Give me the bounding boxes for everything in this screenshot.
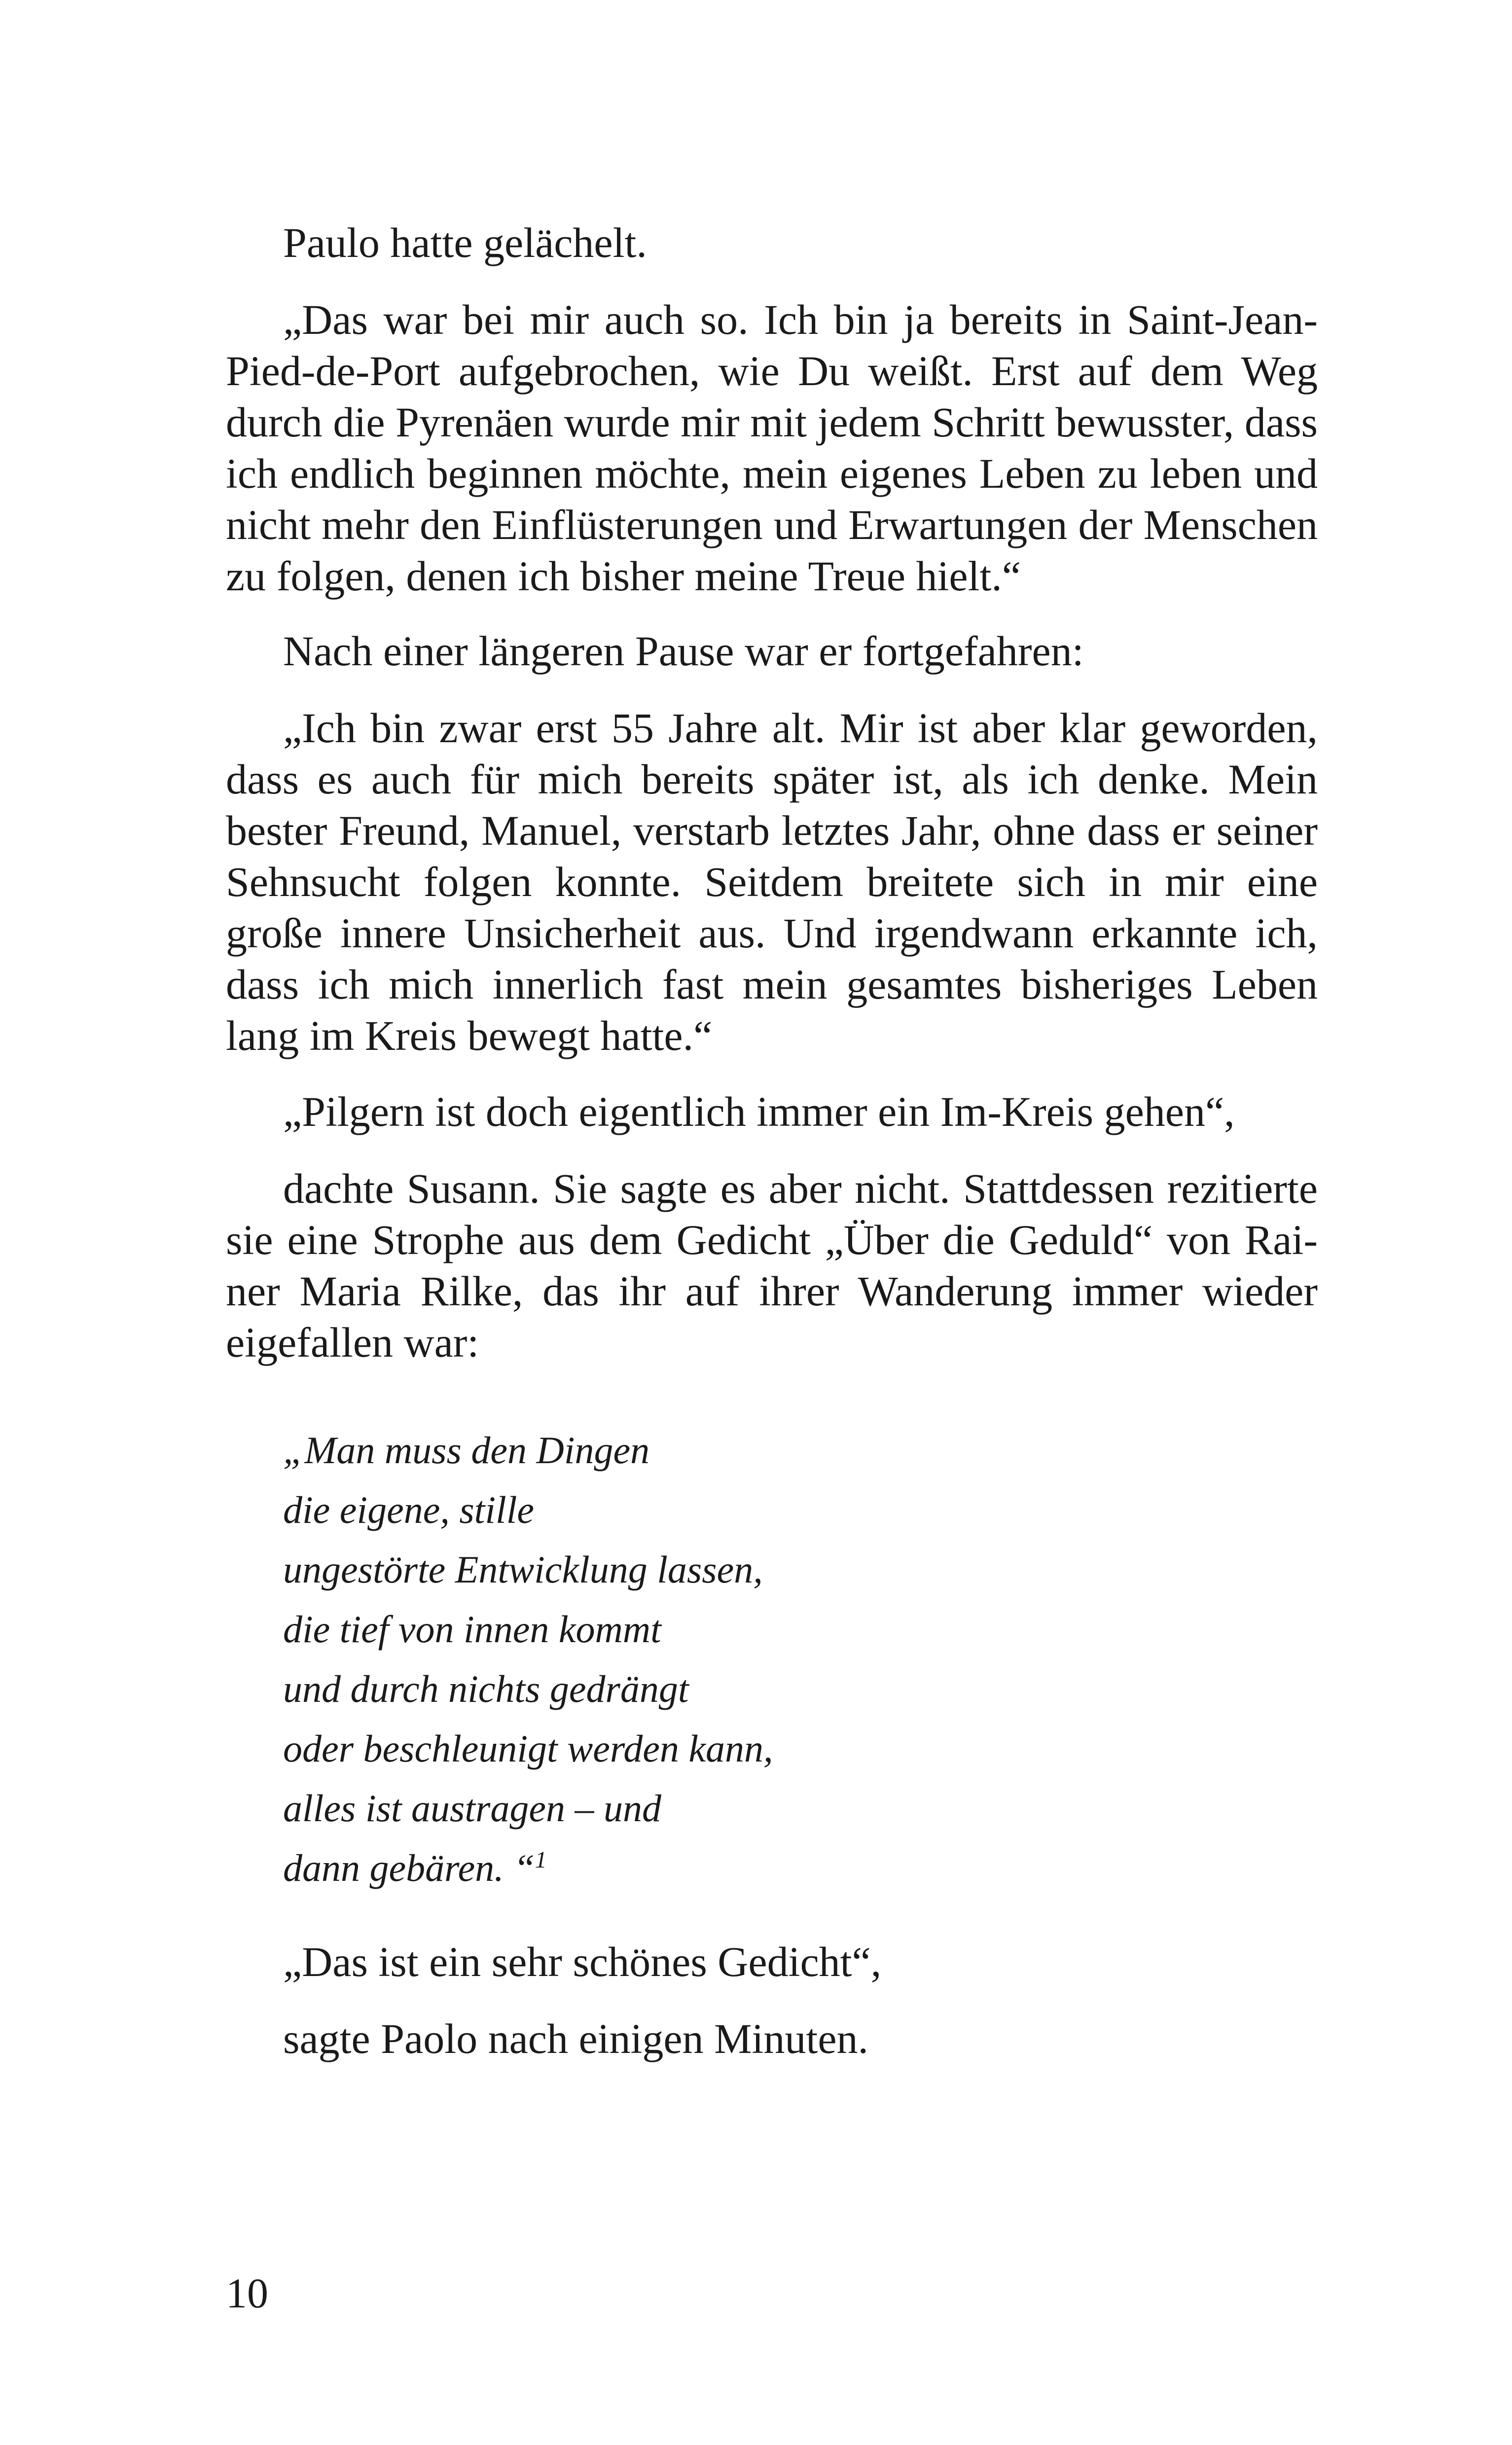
- paragraph-paulo-smiled: Paulo hatte gelächelt.: [283, 219, 647, 266]
- paragraph-paulo-speech-1: „Das war bei mir auch so. Ich bin ja bereits in Saint-Jean-Pied-de-Port aufgebrochen, wie Du weißt. Erst auf dem Weg durch die Pyrenäen wurde mir mit jedem Schritt bewusster, dass ich endlich beginnen möchte, mein eigenes Leben zu leben und nicht mehr den Einflüsterungen und Erwartungen der Menschen zu folgen, denen ich bisher meine Treue hielt.“: [226, 296, 1318, 600]
- poem-line: ungestörte Entwicklung lassen,: [283, 1548, 763, 1591]
- poem-line: alles ist austragen – und: [283, 1787, 662, 1830]
- poem-stanza: [283, 1420, 1072, 1898]
- page-number: 10: [226, 2269, 268, 2317]
- paragraph-pilgern: „Pilgern ist doch eigentlich immer ein Im-Kreis gehen“,: [283, 1088, 1235, 1135]
- paragraph-susann-recites: dachte Susann. Sie sagte es aber nicht. Stattdessen rezitierte sie eine Strophe aus dem Gedicht „Über die Geduld“ von Rainer Maria Rilke, das ihr auf ihrer Wanderung immer wieder eigefallen war:: [226, 1165, 1318, 1366]
- poem-last-line: [283, 1838, 1072, 1898]
- paragraph-nice-poem: „Das ist ein sehr schönes Gedicht“,: [283, 1938, 882, 1985]
- footnote-marker: 1: [535, 1847, 547, 1873]
- poem-line: und durch nichts gedrängt: [283, 1667, 689, 1710]
- paragraph-pause: Nach einer längeren Pause war er fortgefahren:: [283, 627, 1084, 675]
- poem-line: „Man muss den Dingen: [283, 1429, 650, 1472]
- poem-line: die tief von innen kommt: [283, 1608, 661, 1651]
- paragraph-paulo-speech-2: „Ich bin zwar erst 55 Jahre alt. Mir ist aber klar geworden, dass es auch für mich bereits später ist, als ich denke. Mein bester Freund, Manuel, verstarb letztes Jahr, ohne dass er seiner Sehnsucht folgen konnte. Seitdem breitete sich in mir eine große innere Unsicherheit aus. Und irgendwann erkannte ich, dass ich mich innerlich fast mein gesamtes bisheriges Leben lang im Kreis bewegt hatte.“: [226, 704, 1318, 1059]
- poem-line: oder beschleunigt werden kann,: [283, 1727, 773, 1770]
- paragraph-paolo-said: sagte Paolo nach einigen Minuten.: [283, 2015, 868, 2062]
- poem-line-text: dann gebären. “: [283, 1846, 535, 1889]
- poem-line: die eigene, stille: [283, 1488, 534, 1531]
